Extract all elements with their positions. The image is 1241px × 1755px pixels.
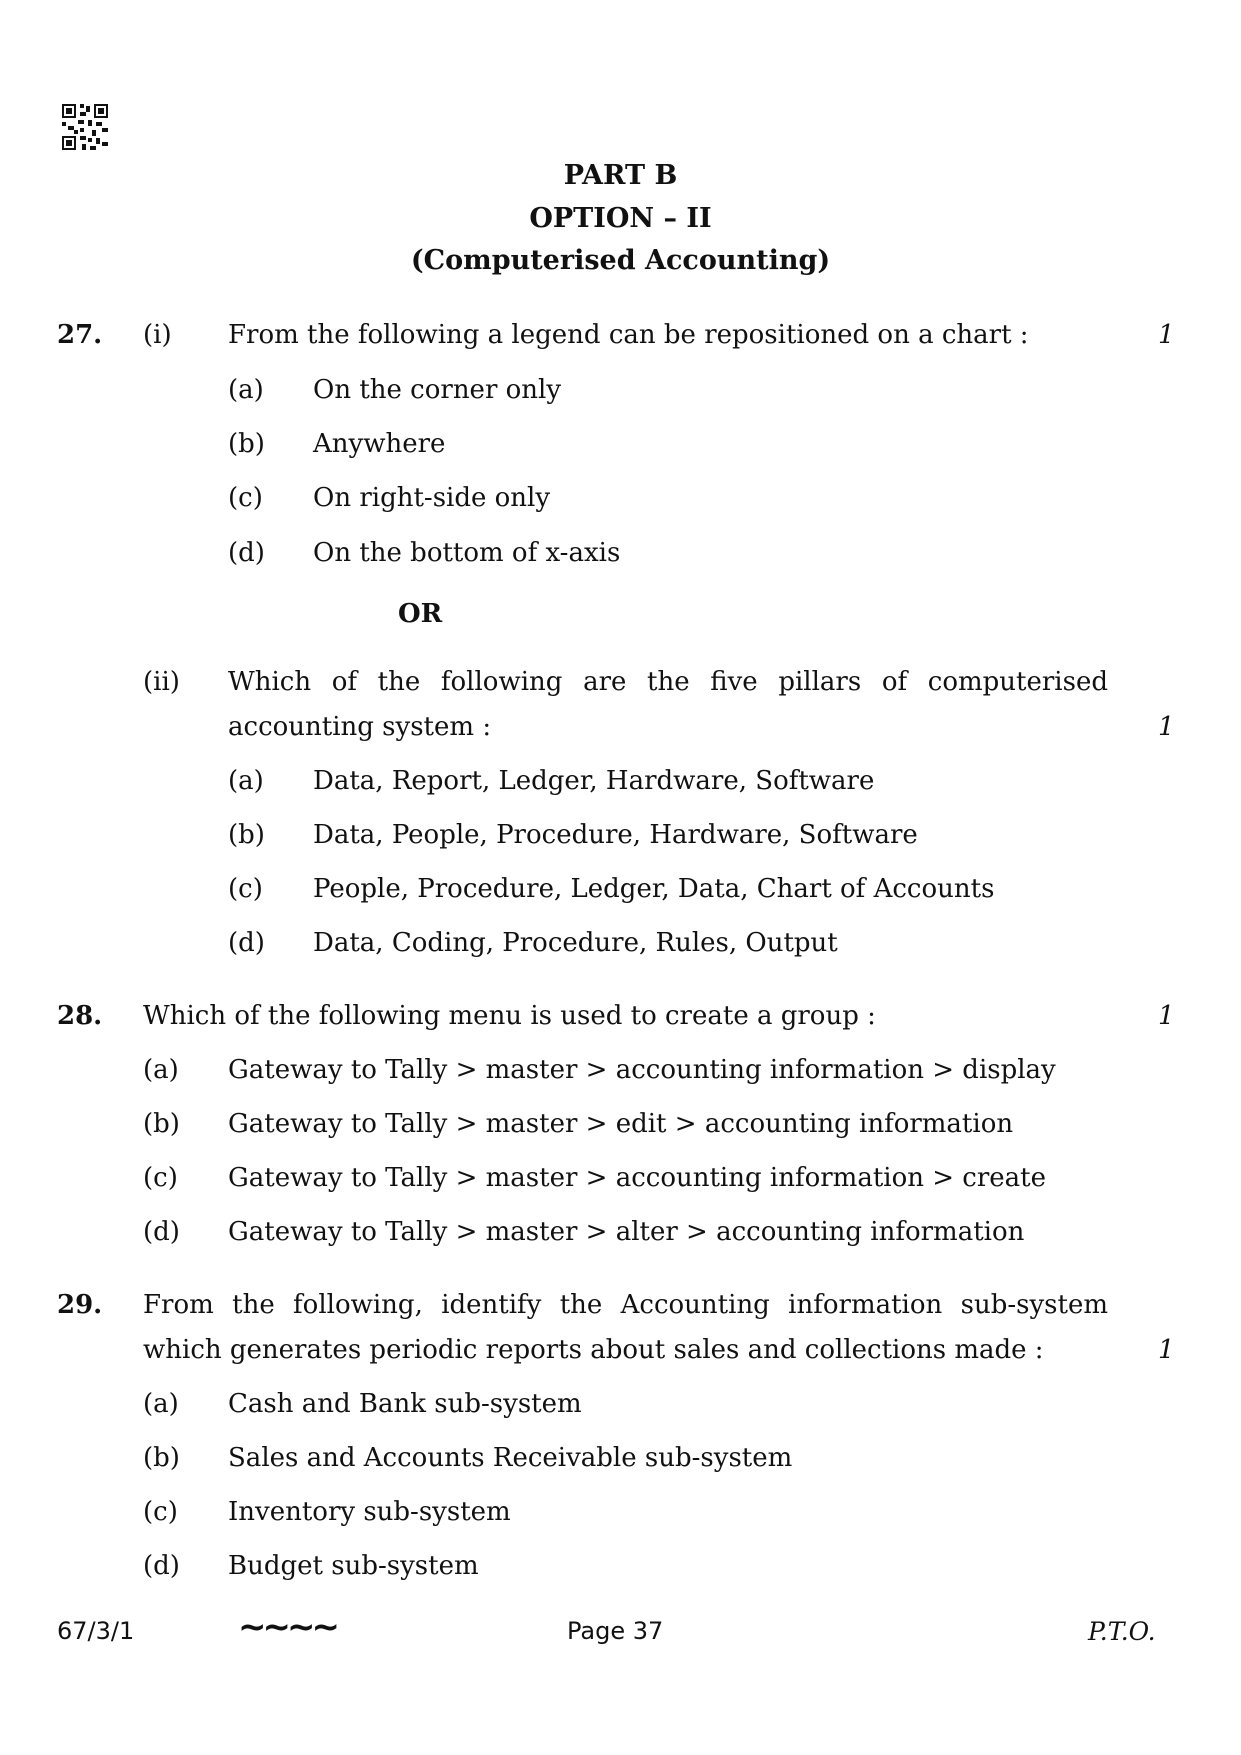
option-text: Gateway to Tally > master > accounting information > create xyxy=(228,1163,1047,1193)
option-label: (b) xyxy=(228,429,265,459)
sub-question-label: (ii) xyxy=(143,667,180,697)
option-text: Data, People, Procedure, Hardware, Software xyxy=(313,820,918,850)
option-text: Budget sub-system xyxy=(228,1551,479,1581)
marks: 1 xyxy=(1158,712,1175,742)
option-label: (b) xyxy=(228,820,265,850)
option-text: On the bottom of x-axis xyxy=(313,538,621,568)
page-number: Page 37 xyxy=(567,1617,664,1645)
paper-code: 67/3/1 xyxy=(57,1617,135,1645)
option-text: Sales and Accounts Receivable sub-system xyxy=(228,1443,793,1473)
option-label: (d) xyxy=(143,1217,180,1247)
option-text: Gateway to Tally > master > edit > accounting information xyxy=(228,1109,1014,1139)
part-heading: PART B xyxy=(563,160,678,191)
question-text: From the following, identify the Accounting information sub-system xyxy=(143,1290,1108,1320)
option-text: Data, Report, Ledger, Hardware, Software xyxy=(313,766,875,796)
option-text: Cash and Bank sub-system xyxy=(228,1389,582,1419)
option-label: (c) xyxy=(228,483,263,513)
option-label: (c) xyxy=(143,1163,178,1193)
option-label: (d) xyxy=(228,538,265,568)
option-label: (b) xyxy=(143,1109,180,1139)
question-number-27: 27. xyxy=(57,320,103,350)
subject-heading: (Computerised Accounting) xyxy=(410,245,831,276)
option-label: (c) xyxy=(228,874,263,904)
question-text: From the following a legend can be repositioned on a chart : xyxy=(228,320,1029,350)
option-label: (d) xyxy=(143,1551,180,1581)
option-label: (b) xyxy=(143,1443,180,1473)
option-text: Data, Coding, Procedure, Rules, Output xyxy=(313,928,838,958)
option-label: (c) xyxy=(143,1497,178,1527)
qr-code-icon xyxy=(62,104,108,150)
option-text: On the corner only xyxy=(313,375,562,405)
option-label: (a) xyxy=(143,1055,179,1085)
option-heading: OPTION – II xyxy=(529,203,712,234)
question-text: Which of the following are the five pillars of computerised xyxy=(228,667,1108,697)
option-text: People, Procedure, Ledger, Data, Chart of Accounts xyxy=(313,874,995,904)
question-number-29: 29. xyxy=(57,1290,103,1320)
question-number-28: 28. xyxy=(57,1001,103,1031)
wave-ornament: ~~~~ xyxy=(238,1607,336,1647)
option-text: Inventory sub-system xyxy=(228,1497,511,1527)
question-text: Which of the following menu is used to create a group : xyxy=(143,1001,876,1031)
option-label: (a) xyxy=(228,766,264,796)
option-label: (d) xyxy=(228,928,265,958)
option-label: (a) xyxy=(228,375,264,405)
marks: 1 xyxy=(1158,1001,1175,1031)
marks: 1 xyxy=(1158,320,1175,350)
marks: 1 xyxy=(1158,1335,1175,1365)
sub-question-label: (i) xyxy=(143,320,172,350)
option-text: Gateway to Tally > master > accounting information > display xyxy=(228,1055,1056,1085)
pto-label: P.T.O. xyxy=(1088,1617,1156,1646)
option-label: (a) xyxy=(143,1389,179,1419)
option-text: Gateway to Tally > master > alter > accounting information xyxy=(228,1217,1025,1247)
question-text-continued: which generates periodic reports about sales and collections made : xyxy=(143,1335,1044,1365)
option-text: On right-side only xyxy=(313,483,551,513)
or-separator: OR xyxy=(398,599,443,629)
question-text-continued: accounting system : xyxy=(228,712,492,742)
option-text: Anywhere xyxy=(313,429,446,459)
